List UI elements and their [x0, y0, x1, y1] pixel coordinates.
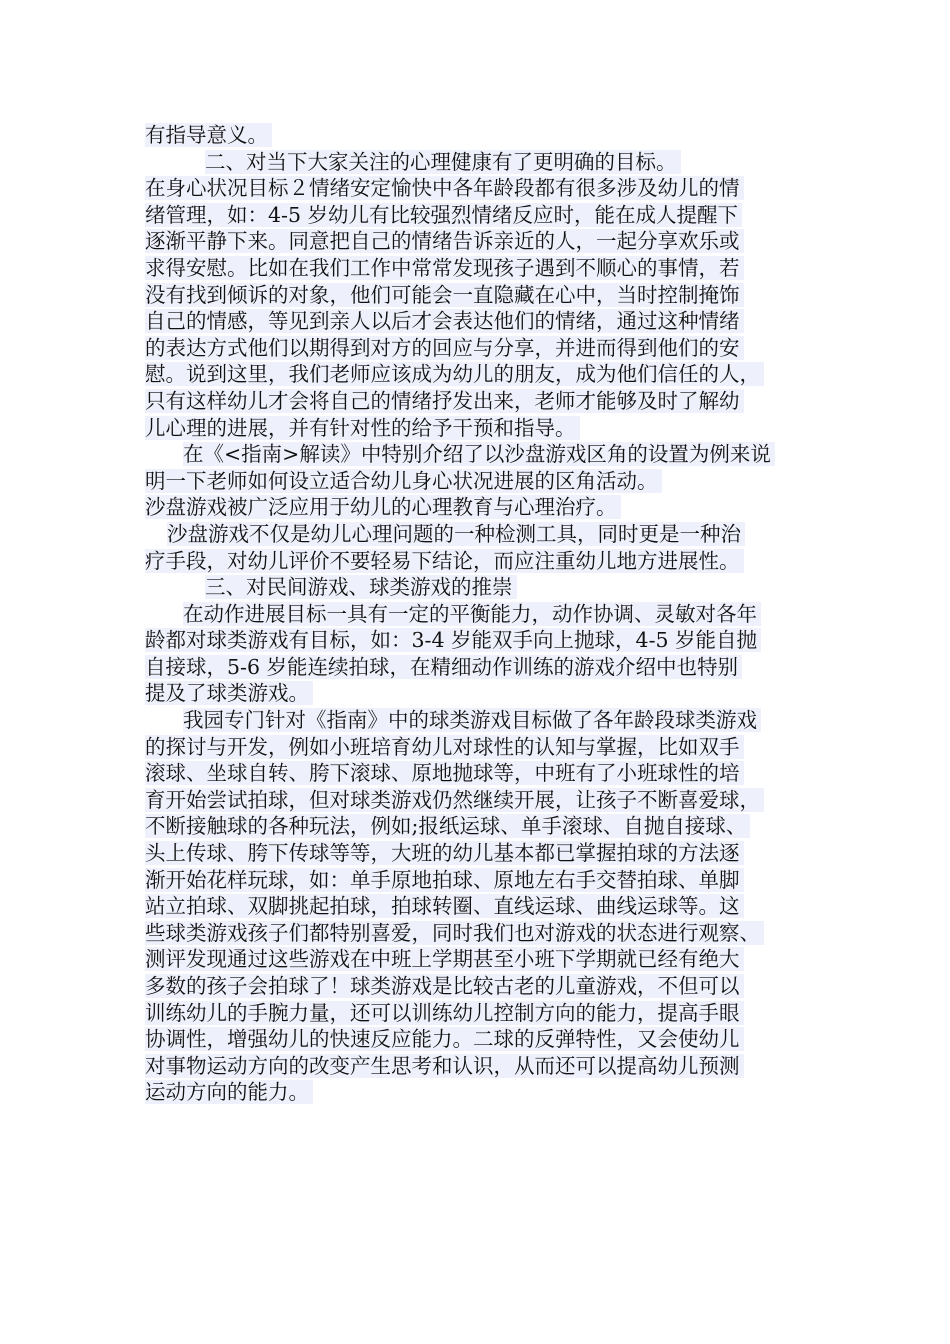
text-line	[145, 175, 845, 202]
text-line	[145, 813, 845, 840]
text-line-content: 些球类游戏孩子们都特别喜爱，同时我们也对游戏的状态进行观察、	[145, 921, 764, 945]
text-line	[145, 973, 845, 1000]
text-line-content: 育开始尝试拍球，但对球类游戏仍然继续开展，让孩子不断喜爱球，	[145, 788, 764, 812]
text-line-content: 提及了球类游戏。	[145, 681, 313, 705]
text-line	[145, 1000, 845, 1027]
text-line	[145, 601, 845, 628]
text-line-content: 训练幼儿的手腕力量，还可以训练幼儿控制方向的能力，提高手眼	[145, 1001, 744, 1025]
text-line-content: 头上传球、胯下传球等等，大班的幼儿基本都已掌握拍球的方法逐	[145, 841, 744, 865]
text-line-content: 的表达方式他们以期得到对方的回应与分享，并进而得到他们的安	[145, 336, 744, 360]
text-line	[145, 867, 845, 894]
text-line-content: 滚球、坐球自转、胯下滚球、原地抛球等，中班有了小班球性的培	[145, 761, 744, 785]
text-line-content: 运动方向的能力。	[145, 1080, 313, 1104]
text-line	[145, 574, 845, 601]
text-line-content: 自己的情感，等见到亲人以后才会表达他们的情绪，通过这种情绪	[145, 309, 744, 333]
text-line	[145, 734, 845, 761]
text-line-content: 站立拍球、双脚挑起拍球，拍球转圈、直线运球、曲线运球等。这	[145, 894, 744, 918]
text-line-content: 儿心理的进展，并有针对性的给予干预和指导。	[145, 416, 580, 440]
text-line-content: 沙盘游戏被广泛应用于幼儿的心理教育与心理治疗。	[145, 495, 621, 519]
text-line	[145, 494, 845, 521]
text-line-content: 协调性，增强幼儿的快速反应能力。二球的反弹特性，又会使幼儿	[145, 1027, 744, 1051]
text-line	[145, 361, 845, 388]
text-line	[145, 1079, 845, 1106]
text-line	[145, 946, 845, 973]
text-line-content: 在身心状况目标２情绪安定愉快中各年龄段都有很多涉及幼儿的情	[145, 176, 744, 200]
text-line-content: 二、对当下大家关注的心理健康有了更明确的目标。	[205, 150, 681, 174]
text-line-content: 的探讨与开发，例如小班培育幼儿对球性的认知与掌握，比如双手	[145, 735, 744, 759]
text-line-content: 在《<指南>解读》中特别介绍了以沙盘游戏区角的设置为例来说	[183, 442, 775, 466]
text-line-content: 没有找到倾诉的对象，他们可能会一直隐藏在心中，当时控制掩饰	[145, 283, 744, 307]
text-line	[145, 521, 845, 548]
text-line	[145, 893, 845, 920]
text-line-content: 龄都对球类游戏有目标，如：3-4 岁能双手向上抛球，4-5 岁能自抛	[145, 628, 761, 652]
text-line	[145, 707, 845, 734]
text-line	[145, 415, 845, 442]
text-line	[145, 840, 845, 867]
text-line	[145, 1026, 845, 1053]
text-line-content: 绪管理，如：4-5 岁幼儿有比较强烈情绪反应时，能在成人提醒下	[145, 203, 742, 227]
text-line	[145, 149, 845, 176]
text-line-content: 逐渐平静下来。同意把自己的情绪告诉亲近的人，一起分享欢乐或	[145, 229, 744, 253]
text-line-content: 自接球，5-6 岁能连续拍球，在精细动作训练的游戏介绍中也特别	[145, 655, 742, 679]
text-line-content: 沙盘游戏不仅是幼儿心理问题的一种检测工具，同时更是一种治	[167, 522, 745, 546]
text-line-content: 渐开始花样玩球，如：单手原地拍球、原地左右手交替拍球、单脚	[145, 868, 744, 892]
text-line	[145, 627, 845, 654]
text-line-content: 在动作进展目标一具有一定的平衡能力，动作协调、灵敏对各年	[183, 602, 761, 626]
text-line	[145, 468, 845, 495]
text-line	[145, 308, 845, 335]
text-line	[145, 654, 845, 681]
text-line	[145, 282, 845, 309]
text-line-content: 疗手段，对幼儿评价不要轻易下结论，而应注重幼儿地方进展性。	[145, 549, 744, 573]
text-line-content: 不断接触球的各种玩法，例如;报纸运球、单手滚球、自抛自接球、	[145, 814, 750, 838]
text-line-content: 我园专门针对《指南》中的球类游戏目标做了各年龄段球类游戏	[183, 708, 761, 732]
text-line	[145, 202, 845, 229]
text-line	[145, 1053, 845, 1080]
text-line	[145, 255, 845, 282]
text-line	[145, 548, 845, 575]
text-line-content: 对事物运动方向的改变产生思考和认识，从而还可以提高幼儿预测	[145, 1054, 744, 1078]
text-line	[145, 122, 845, 149]
text-line-content: 有指导意义。	[145, 123, 272, 147]
text-line-content: 慰。说到这里，我们老师应该成为幼儿的朋友，成为他们信任的人，	[145, 362, 764, 386]
text-line	[145, 760, 845, 787]
text-line	[145, 228, 845, 255]
text-line-content: 三、对民间游戏、球类游戏的推崇	[205, 575, 517, 599]
text-line	[145, 335, 845, 362]
text-line-content: 只有这样幼儿才会将自己的情绪抒发出来，老师才能够及时了解幼	[145, 389, 744, 413]
document-body	[145, 122, 845, 1106]
text-line-content: 明一下老师如何设立适合幼儿身心状况进展的区角活动。	[145, 469, 662, 493]
text-line-content: 求得安慰。比如在我们工作中常常发现孩子遇到不顺心的事情，若	[145, 256, 744, 280]
text-line	[145, 680, 845, 707]
text-line	[145, 441, 845, 468]
text-line	[145, 920, 845, 947]
text-line	[145, 388, 845, 415]
text-line-content: 测评发现通过这些游戏在中班上学期甚至小班下学期就已经有绝大	[145, 947, 744, 971]
text-line-content: 多数的孩子会拍球了！球类游戏是比较古老的儿童游戏，不但可以	[145, 974, 744, 998]
text-line	[145, 787, 845, 814]
